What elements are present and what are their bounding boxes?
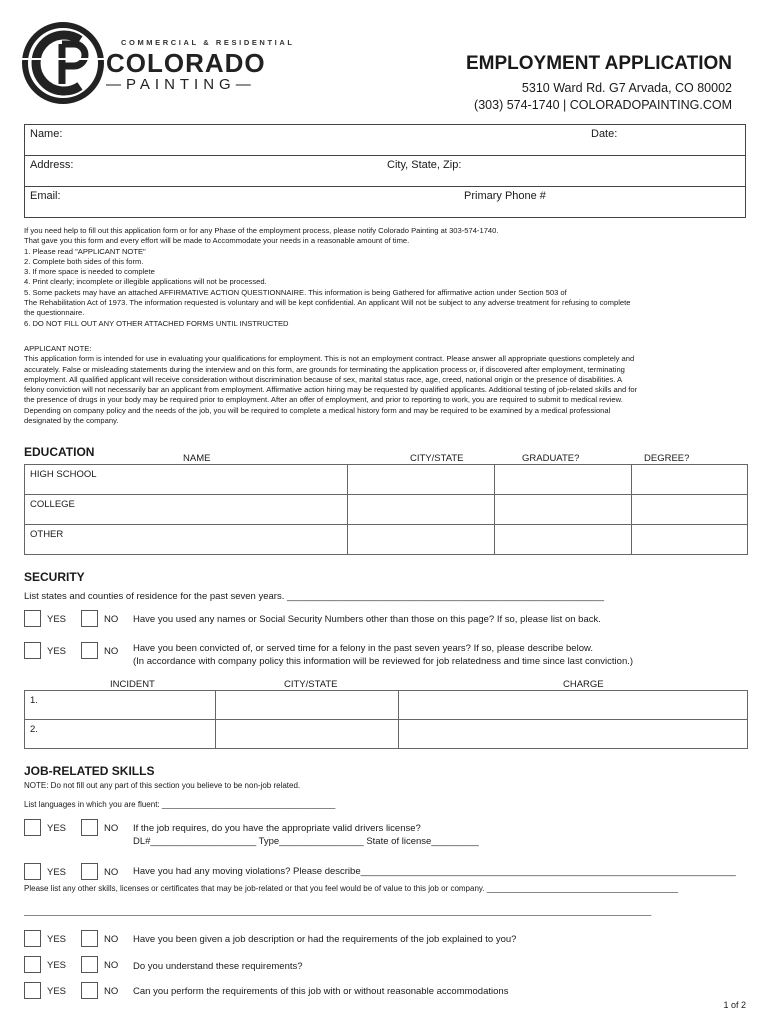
email-label: Email: [30, 190, 61, 202]
edu-high-school-name[interactable]: HIGH SCHOOL [25, 465, 348, 495]
violations-question[interactable]: Have you had any moving violations? Please describe_______________________________________________________________________ [133, 866, 736, 877]
no-label: NO [104, 614, 119, 625]
applicant-note [24, 344, 746, 426]
edu-cell[interactable] [632, 465, 748, 495]
incident-table [24, 690, 748, 749]
edu-other-name[interactable]: OTHER [25, 525, 348, 555]
no-label: NO [104, 823, 119, 834]
name-row[interactable] [25, 125, 745, 156]
page-number: 1 of 2 [723, 1000, 746, 1010]
edu-cell[interactable] [632, 495, 748, 525]
incident-cell[interactable] [216, 691, 399, 720]
company-address: 5310 Ward Rd. G7 Arvada, CO 80002 [521, 81, 732, 95]
instruction-line: If you need help to fill out this application form or for any Phase of the employment process, please notify Colorado Painting at 303-574-1740. [24, 226, 499, 235]
charge-col: CHARGE [563, 679, 604, 690]
logo-name: COLORADO [106, 48, 266, 78]
incident-cell[interactable] [399, 720, 748, 749]
note-line: Depending on company policy and the needs of the job, you will be required to complete a medical history form and may be required to be examined by a medical professional [24, 405, 611, 415]
security-q1-no-checkbox[interactable] [81, 610, 98, 627]
edu-col-name: NAME [183, 453, 211, 464]
instruction-line: 6. DO NOT FILL OUT ANY OTHER ATTACHED FORMS UNTIL INSTRUCTED [24, 318, 289, 328]
note-line: This application form is intended for use in evaluating your qualifications for employment. This is not an employment contract. Please answer all appropriate questions completely and [24, 354, 635, 364]
instruction-line: 2. Complete both sides of this form. [24, 256, 144, 266]
security-heading: SECURITY [24, 570, 85, 584]
instruction-line: the questionnaire. [24, 308, 85, 318]
job-description-no-checkbox[interactable] [81, 930, 98, 947]
education-heading: EDUCATION [24, 445, 95, 459]
security-q1-yes-checkbox[interactable] [24, 610, 41, 627]
instruction-line: 5. Some packets may have an attached AFFIRMATIVE ACTION QUESTIONNAIRE. This information is being Gathered for affirmative action under Section 503 of [24, 287, 567, 297]
edu-cell[interactable] [348, 525, 495, 555]
understand-yes-checkbox[interactable] [24, 956, 41, 973]
note-line: felony conviction will not necessarily bar an applicant from employment. Affirmative action hiring may be requested by qualified applicants. Additional testing of job-related skills and for [24, 385, 638, 395]
edu-cell[interactable] [495, 495, 632, 525]
applicant-info-box [24, 124, 746, 218]
security-question-2: Have you been convicted of, or served time for a felony in the past seven years? If so, please describe below. [133, 643, 593, 654]
yes-label: YES [47, 646, 67, 657]
no-label: NO [104, 646, 119, 657]
no-label: NO [104, 960, 119, 971]
email-row[interactable] [25, 187, 745, 218]
skills-heading: JOB-RELATED SKILLS [24, 764, 155, 778]
skills-note: NOTE: Do not fill out any part of this section you believe to be non-job related. [24, 781, 301, 790]
languages-field[interactable]: List languages in which you are fluent: _______________________________________ [24, 800, 336, 809]
city-state-zip-label: City, State, Zip: [387, 159, 462, 171]
company-logo-icon [22, 22, 104, 104]
yes-label: YES [47, 960, 67, 971]
job-description-question: Have you been given a job description or had the requirements of the job explained to you? [133, 934, 517, 945]
incident-col: INCIDENT [110, 679, 155, 690]
license-no-checkbox[interactable] [81, 819, 98, 836]
table-row [25, 465, 748, 495]
license-yes-checkbox[interactable] [24, 819, 41, 836]
other-skills-line[interactable]: _____________________________________________________________________________________________________________________________________________ [24, 907, 652, 916]
violations-no-checkbox[interactable] [81, 863, 98, 880]
page-title: EMPLOYMENT APPLICATION [466, 53, 732, 74]
note-line: employment. All qualified applicant will receive consideration without discrimination because of sex, marital status race, age, creed, national origin or the presence of disabilities. A [24, 374, 623, 384]
primary-phone-label: Primary Phone # [464, 190, 546, 202]
note-line: accurately. False or misleading statements during the interview and on this form, are grounds for terminating the application process or, if discovered after employment, terminating [24, 364, 625, 374]
instructions [24, 226, 746, 329]
understand-no-checkbox[interactable] [81, 956, 98, 973]
instruction-line: 1. Please read "APPLICANT NOTE" [24, 246, 146, 256]
incident-2[interactable]: 2. [25, 720, 216, 749]
edu-col-graduate: GRADUATE? [522, 453, 580, 464]
date-label: Date: [591, 128, 618, 140]
perform-question: Can you perform the requirements of this job with or without reasonable accommodations [133, 986, 509, 997]
note-line: designated by the company. [24, 416, 119, 426]
security-q2-yes-checkbox[interactable] [24, 642, 41, 659]
security-question-1: Have you used any names or Social Security Numbers other than those on this page? If so, please list on back. [133, 614, 601, 625]
incident-1[interactable]: 1. [25, 691, 216, 720]
education-table [24, 464, 748, 555]
yes-label: YES [47, 986, 67, 997]
logo-subtitle: —PAINTING— [106, 76, 256, 93]
security-q2-no-checkbox[interactable] [81, 642, 98, 659]
instruction-line: 4. Print clearly; incomplete or illegible applications will not be processed. [24, 277, 267, 287]
perform-yes-checkbox[interactable] [24, 982, 41, 999]
table-row [25, 691, 748, 720]
address-label: Address: [30, 159, 74, 171]
address-row[interactable] [25, 156, 745, 187]
name-label: Name: [30, 128, 63, 140]
note-heading: APPLICANT NOTE: [24, 344, 92, 353]
company-contact: (303) 574-1740 | COLORADOPAINTING.COM [474, 98, 732, 112]
edu-cell[interactable] [632, 525, 748, 555]
job-description-yes-checkbox[interactable] [24, 930, 41, 947]
instruction-line: The Rehabilitation Act of 1973. The information requested is voluntary and will be kept confidential. An applicant Will not be subject to any adverse treatment for refusing to complete [24, 298, 631, 308]
other-skills-field[interactable]: Please list any other skills, licenses or certificates that may be job-related or that you feel would be of value to this job or company. ___________________________________________ [24, 884, 679, 893]
edu-cell[interactable] [495, 525, 632, 555]
edu-col-city-state: CITY/STATE [410, 453, 464, 464]
incident-cell[interactable] [399, 691, 748, 720]
understand-question: Do you understand these requirements? [133, 961, 303, 972]
no-label: NO [104, 934, 119, 945]
edu-cell[interactable] [495, 465, 632, 495]
instruction-line: 3. If more space is needed to complete [24, 267, 155, 277]
perform-no-checkbox[interactable] [81, 982, 98, 999]
violations-yes-checkbox[interactable] [24, 863, 41, 880]
instruction-line: That gave you this form and every effort will be made to Accommodate your needs in a reasonable amount of time. [24, 236, 410, 246]
residence-field[interactable]: List states and counties of residence for the past seven years. ____________________________________________________________ [24, 591, 604, 602]
security-question-2-note: (In accordance with company policy this information will be reviewed for job relatedness and time since last conviction.) [133, 656, 634, 667]
table-row [25, 525, 748, 555]
no-label: NO [104, 986, 119, 997]
edu-cell[interactable] [348, 495, 495, 525]
yes-label: YES [47, 614, 67, 625]
edu-cell[interactable] [348, 465, 495, 495]
incident-cell[interactable] [216, 720, 399, 749]
license-question: If the job requires, do you have the appropriate valid drivers license? [133, 823, 421, 834]
table-row [25, 720, 748, 749]
no-label: NO [104, 867, 119, 878]
note-line: the presence of drugs in your body may be required prior to employment. After an offer of employment, and prior to reporting to work, you are required to submit to medical review. [24, 395, 623, 405]
logo-tagline: COMMERCIAL & RESIDENTIAL [121, 38, 295, 47]
yes-label: YES [47, 934, 67, 945]
edu-college-name[interactable]: COLLEGE [25, 495, 348, 525]
edu-col-degree: DEGREE? [644, 453, 690, 464]
yes-label: YES [47, 867, 67, 878]
table-row [25, 495, 748, 525]
yes-label: YES [47, 823, 67, 834]
license-details-field[interactable]: DL#____________________ Type________________ State of license_________ [133, 836, 479, 847]
incident-city-col: CITY/STATE [284, 679, 338, 690]
